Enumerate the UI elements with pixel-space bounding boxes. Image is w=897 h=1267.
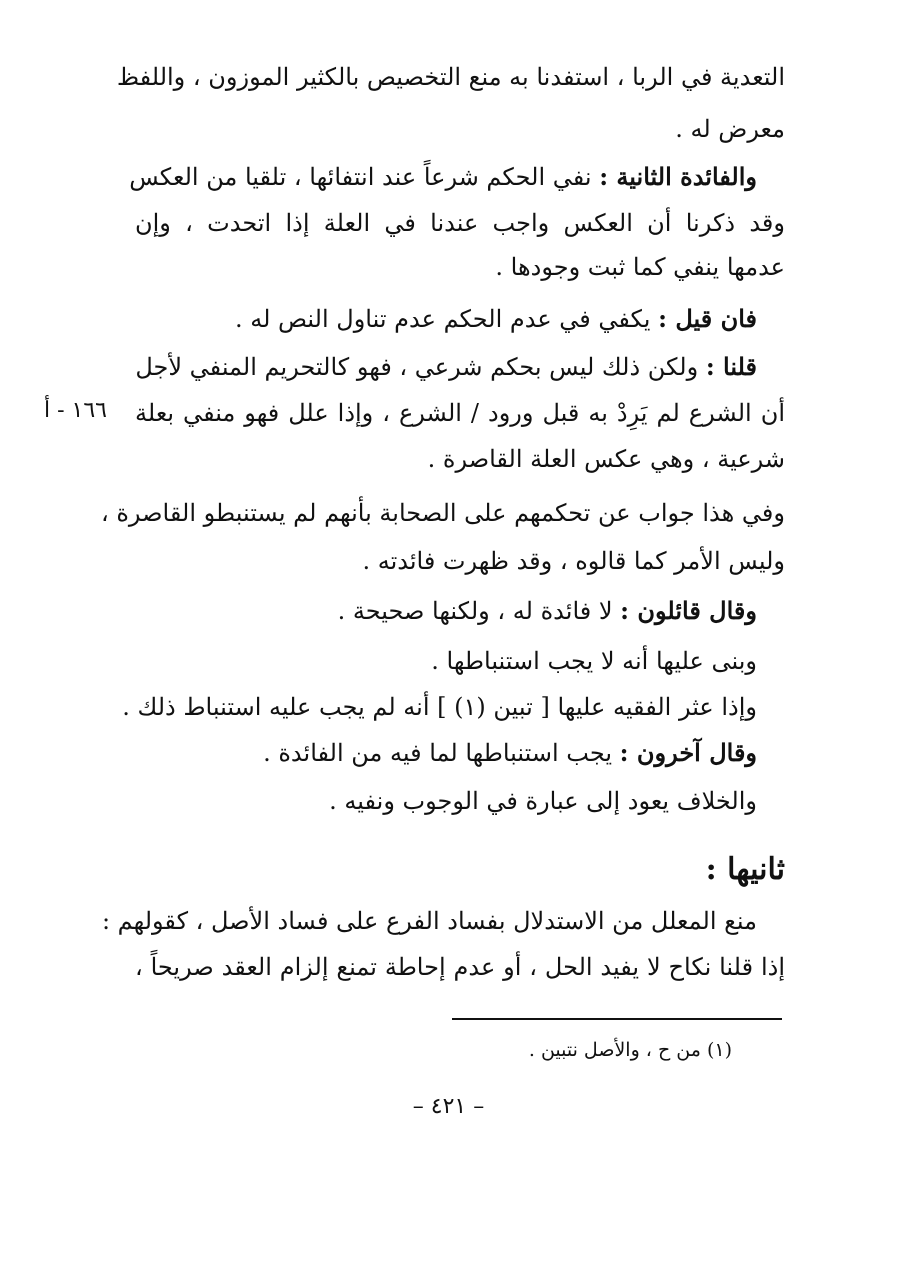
body-text: ولكن ذلك ليس بحكم شرعي ، فهو كالتحريم المنفي لأجل	[135, 353, 706, 381]
paragraph-lead: فان قيل :	[658, 304, 757, 333]
body-text: لا فائدة له ، ولكنها صحيحة .	[337, 597, 621, 625]
paragraph-lead: قلنا :	[705, 352, 757, 381]
body-line: التعدية في الربا ، استفدنا به منع التخصيص بالكثير الموزون ، واللفظ	[116, 63, 785, 91]
body-line	[137, 350, 757, 384]
body-line: والخلاف يعود إلى عبارة في الوجوب ونفيه .	[329, 787, 757, 815]
paragraph-lead: والفائدة الثانية :	[599, 162, 757, 191]
body-line: منع المعلل من الاستدلال بفساد الفرع على فساد الأصل ، كقولهم :	[101, 907, 757, 935]
footnote: (١) من ح ، والأصل نتبين .	[528, 1039, 732, 1061]
body-text: نفي الحكم شرعاً عند انتفائها ، تلقيا من العكس	[129, 163, 600, 191]
paragraph-lead: وقال آخرون :	[619, 738, 757, 767]
body-line: إذا قلنا نكاح لا يفيد الحل ، أو عدم إحاطة تمنع إلزام العقد صريحاً ،	[135, 953, 785, 981]
body-line: معرض له .	[675, 115, 785, 143]
margin-folio-note: ١٦٦ - أ	[44, 398, 107, 423]
body-line: وفي هذا جواب عن تحكمهم على الصحابة بأنهم لم يستنبطو القاصرة ،	[100, 499, 785, 527]
body-text: يكفي في عدم الحكم عدم تناول النص له .	[234, 305, 659, 333]
body-line	[137, 594, 757, 628]
page-number: – ٤٢١ –	[412, 1094, 485, 1119]
body-line: شرعية ، وهي عكس العلة القاصرة .	[427, 445, 785, 473]
body-line: أن الشرع لم يَرِدْ به قبل ورود / الشرع ، وإذا علل فهو منفي بعلة	[135, 399, 785, 427]
footnote-rule	[452, 1018, 782, 1020]
section-heading: ثانيها :	[705, 852, 785, 887]
body-line: وقد ذكرنا أن العكس واجب عندنا في العلة إذا اتحدت ، وإن	[135, 209, 785, 237]
body-line: وليس الأمر كما قالوه ، وقد ظهرت فائدته .	[362, 547, 785, 575]
body-line	[137, 736, 757, 770]
paragraph-lead: وقال قائلون :	[620, 596, 757, 625]
body-line	[129, 160, 757, 194]
body-line: وإذا عثر الفقيه عليها [ تبين (١) ] أنه لم يجب عليه استنباط ذلك .	[122, 693, 757, 721]
body-line: عدمها ينفي كما ثبت وجودها .	[495, 253, 785, 281]
body-text: يجب استنباطها لما فيه من الفائدة .	[263, 739, 620, 767]
body-line: وبنى عليها أنه لا يجب استنباطها .	[431, 647, 757, 675]
body-line	[137, 302, 757, 336]
